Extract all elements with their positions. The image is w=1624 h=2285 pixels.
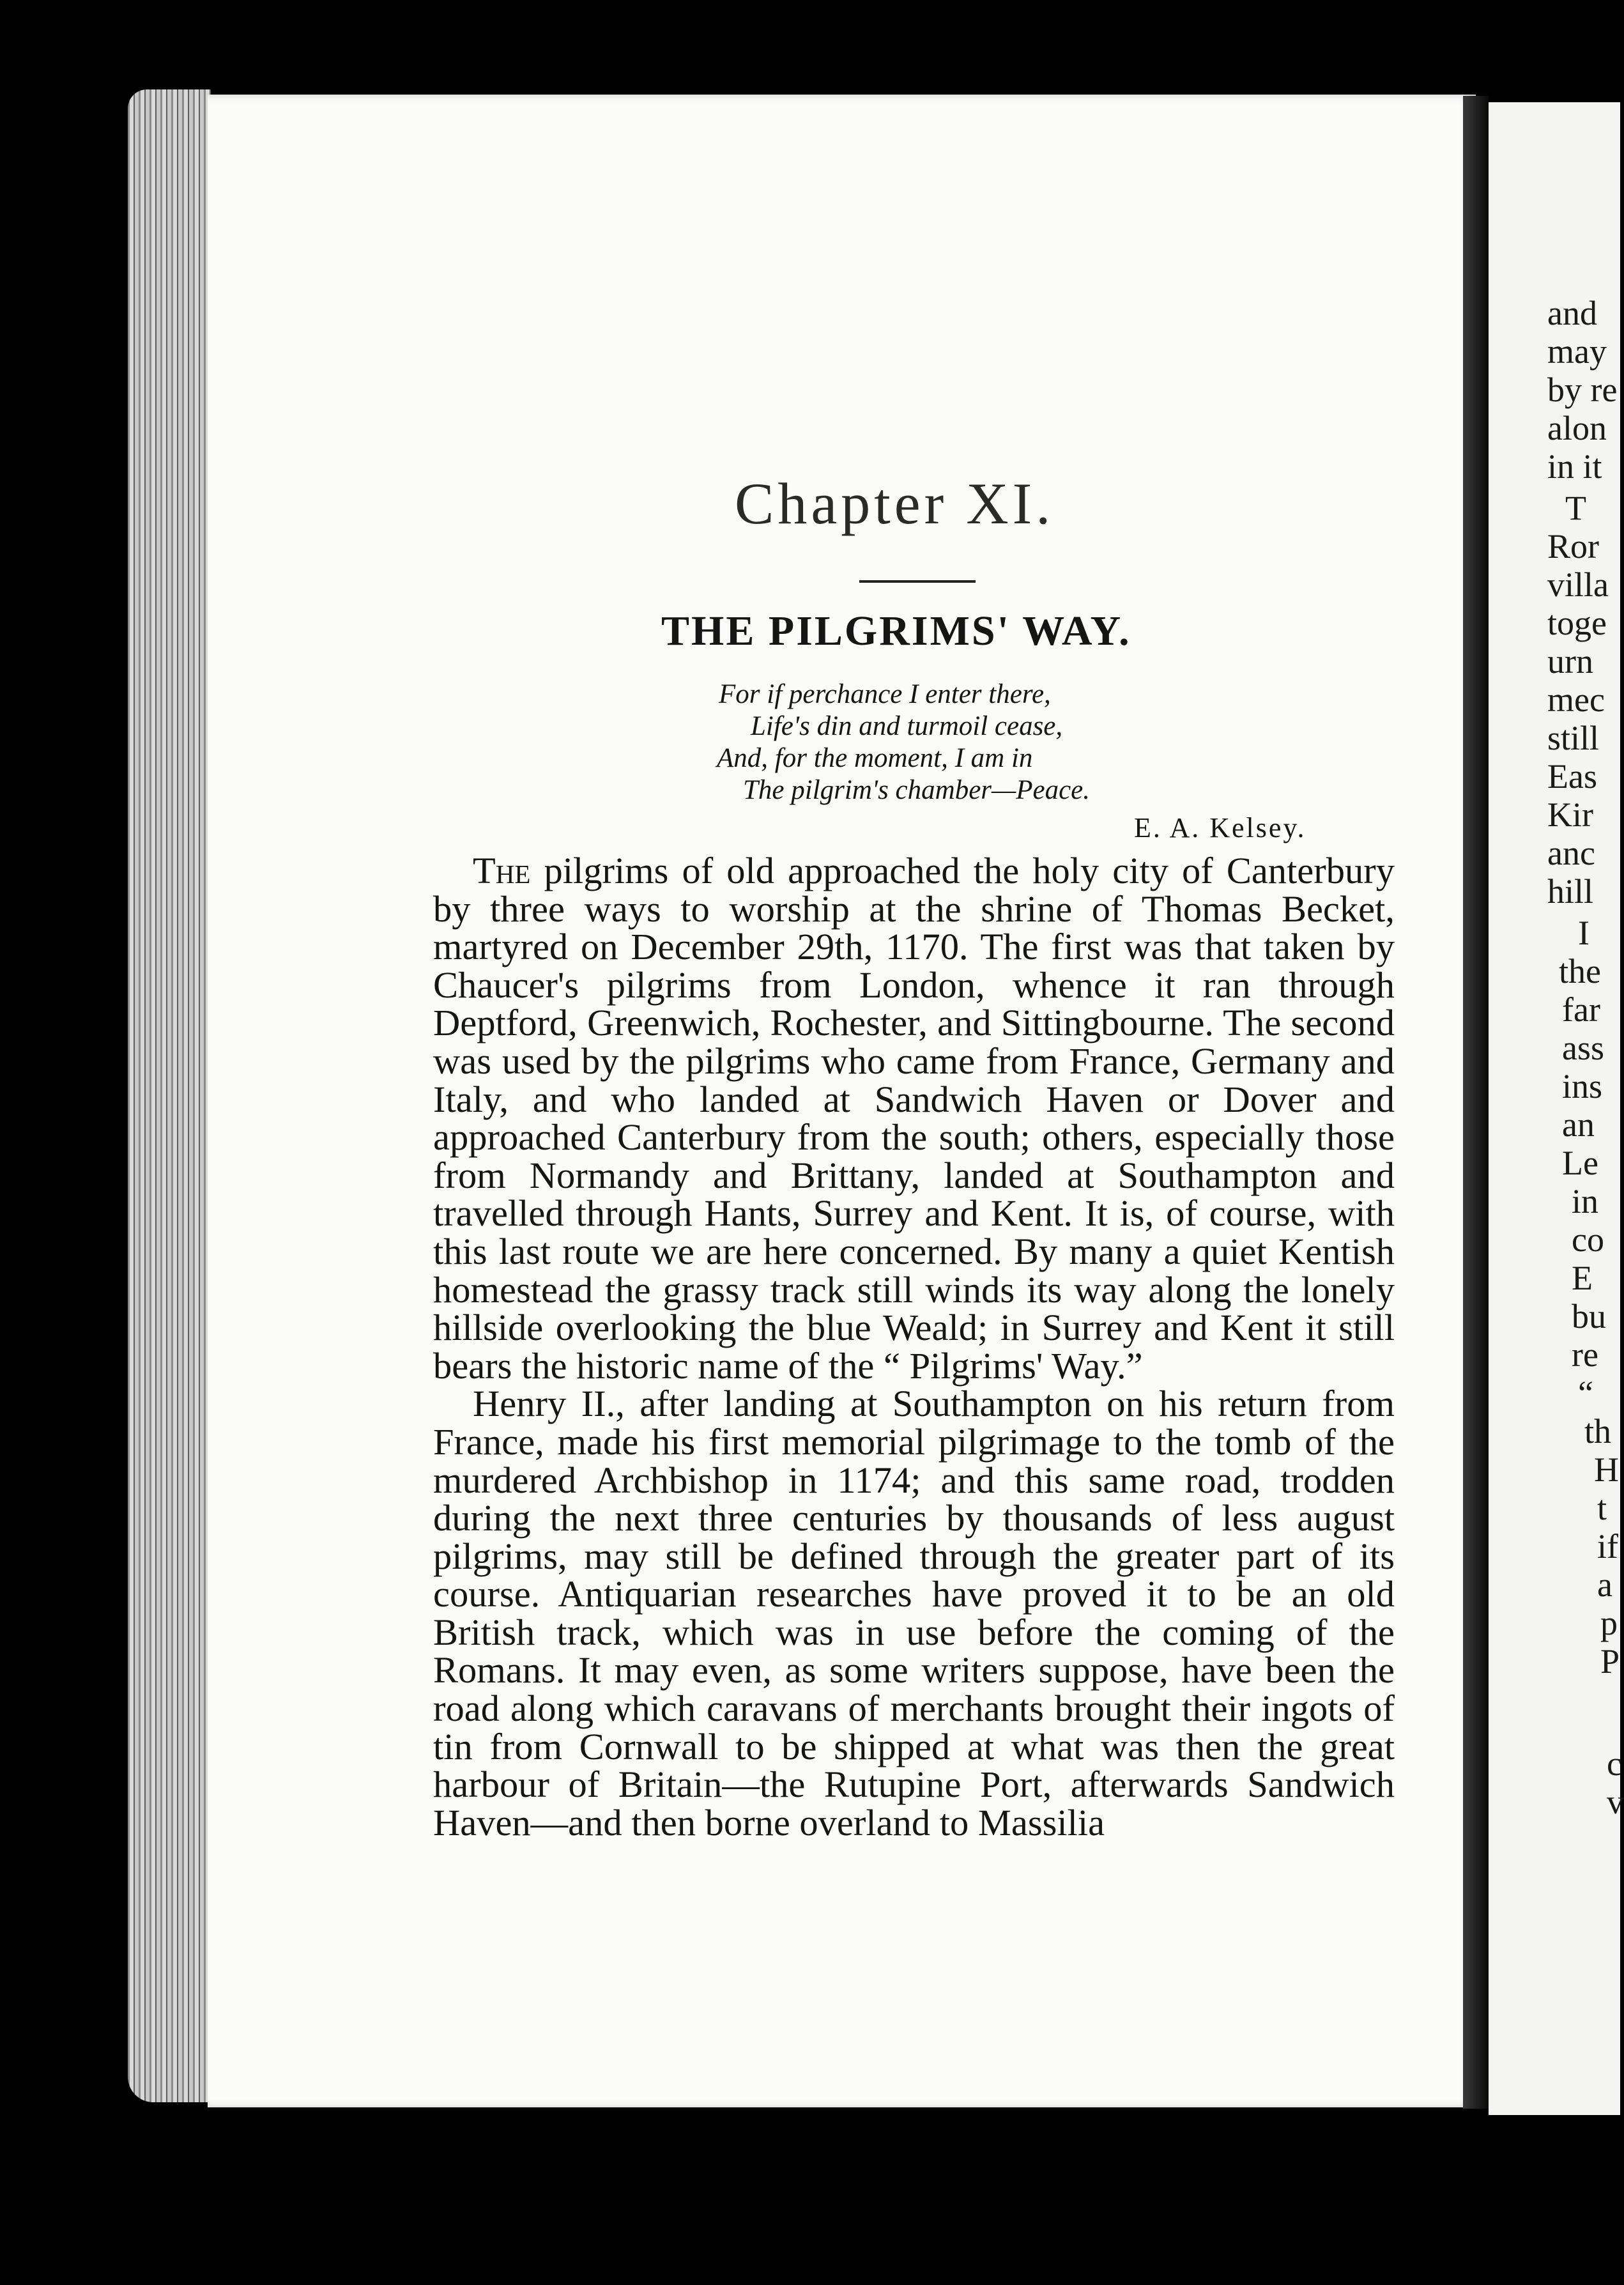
heading-rule [859, 580, 976, 583]
facing-page-line: v [1607, 1783, 1624, 1821]
facing-page-line: Eas [1547, 757, 1597, 796]
facing-page-line: still [1547, 719, 1600, 757]
paragraph-text: pilgrims of old approached the holy city of Canterbury by three ways to worship at the shrine of Thomas Becket, martyred on December 29th, 1170. The first was that taken by Chaucer's pilgrims from London, whence it ran through Deptford, Greenwich, Rochester, and Sittingbourne. The second was used by the pilgrims who came from France, Germany and Italy, and who landed at Sandwich Haven or Dover and approached Canterbury from the south; others, especially those from Normandy and Brittany, landed at Southampton and travelled through Hants, Surrey and Kent. It is, of course, with this last route we are here concerned. By many a quiet Kentish homestead the grassy track still winds its way along the lonely hillside overlooking the blue Weald; in Surrey and Kent it still bears the historic name of the “ Pilgrims' Way.” [433, 850, 1395, 1387]
epigraph-author: E. A. Kelsey. [1134, 812, 1306, 843]
facing-page-line: re [1572, 1335, 1598, 1374]
facing-page-line: Le [1562, 1144, 1598, 1182]
paragraph: Henry II., after landing at Southampton on his return from France, made his first memorial pilgrimage to the tomb of the murdered Archbishop in 1174; and this same road, trodden during the next three centuries by thousands of less august pilgrims, may still be defined through the greater part of its course. Antiquarian researches have proved it to be an old British track, which was in use before the coming of the Romans. It may even, as some writers suppose, have been the road along which caravans of merchants brought their ingots of tin from Cornwall to be shipped at what was then the great harbour of Britain—the Rutupine Port, afterwards Sandwich Haven—and then borne overland to Massilia [433, 1383, 1395, 1843]
book-gutter [1463, 96, 1489, 2109]
facing-page-line: H [1594, 1450, 1619, 1489]
epigraph-line: Life's din and turmoil cease, [751, 711, 1063, 741]
epigraph-line: The pilgrim's chamber—Peace. [743, 775, 1091, 805]
facing-page [1489, 102, 1624, 2115]
facing-page-line: a [1597, 1566, 1613, 1604]
facing-page-line: far [1562, 990, 1600, 1029]
facing-page-line: E [1572, 1259, 1593, 1297]
body-text [433, 852, 1395, 1842]
facing-page-line: co [1572, 1220, 1604, 1259]
facing-page-line: and [1547, 294, 1597, 332]
facing-page-line: t [1597, 1489, 1607, 1527]
chapter-title: THE PILGRIMS' WAY. [661, 608, 1131, 654]
facing-page-line: P [1600, 1642, 1620, 1681]
facing-page-line: “ [1578, 1374, 1593, 1412]
facing-page-line: in it [1547, 447, 1602, 486]
facing-page-line: the [1559, 952, 1601, 990]
facing-page-line: an [1562, 1105, 1595, 1144]
facing-page-line: I [1578, 914, 1590, 952]
facing-page-line: urn [1547, 642, 1593, 681]
epigraph-line: And, for the moment, I am in [717, 743, 1033, 773]
facing-page-line: anc [1547, 834, 1595, 872]
facing-page-line: p [1600, 1604, 1618, 1642]
facing-page-line: villa [1547, 565, 1609, 604]
drop-word: The [473, 850, 531, 891]
facing-page-line: by re [1547, 371, 1618, 409]
facing-page-line: may [1547, 332, 1607, 371]
facing-page-line: in [1572, 1182, 1599, 1220]
epigraph-line: For if perchance I enter there, [719, 679, 1051, 709]
facing-page-line: c [1607, 1744, 1622, 1783]
paragraph [433, 852, 1395, 1385]
facing-page-line: th [1584, 1412, 1612, 1450]
facing-page-line: hill [1547, 872, 1594, 911]
facing-page-line: alon [1547, 409, 1607, 447]
facing-page-line: ass [1562, 1029, 1604, 1067]
facing-page-line: toge [1547, 604, 1607, 642]
facing-page-line: ins [1562, 1067, 1603, 1105]
page-edges [128, 89, 211, 2102]
facing-page-line: Kir [1547, 796, 1593, 834]
facing-page-line: bu [1572, 1297, 1606, 1335]
chapter-heading: Chapter XI. [735, 471, 1055, 536]
facing-page-line: Ror [1547, 527, 1599, 565]
facing-page-line: mec [1547, 681, 1605, 719]
facing-page-line: if [1597, 1527, 1618, 1566]
facing-page-line: T [1565, 489, 1586, 527]
